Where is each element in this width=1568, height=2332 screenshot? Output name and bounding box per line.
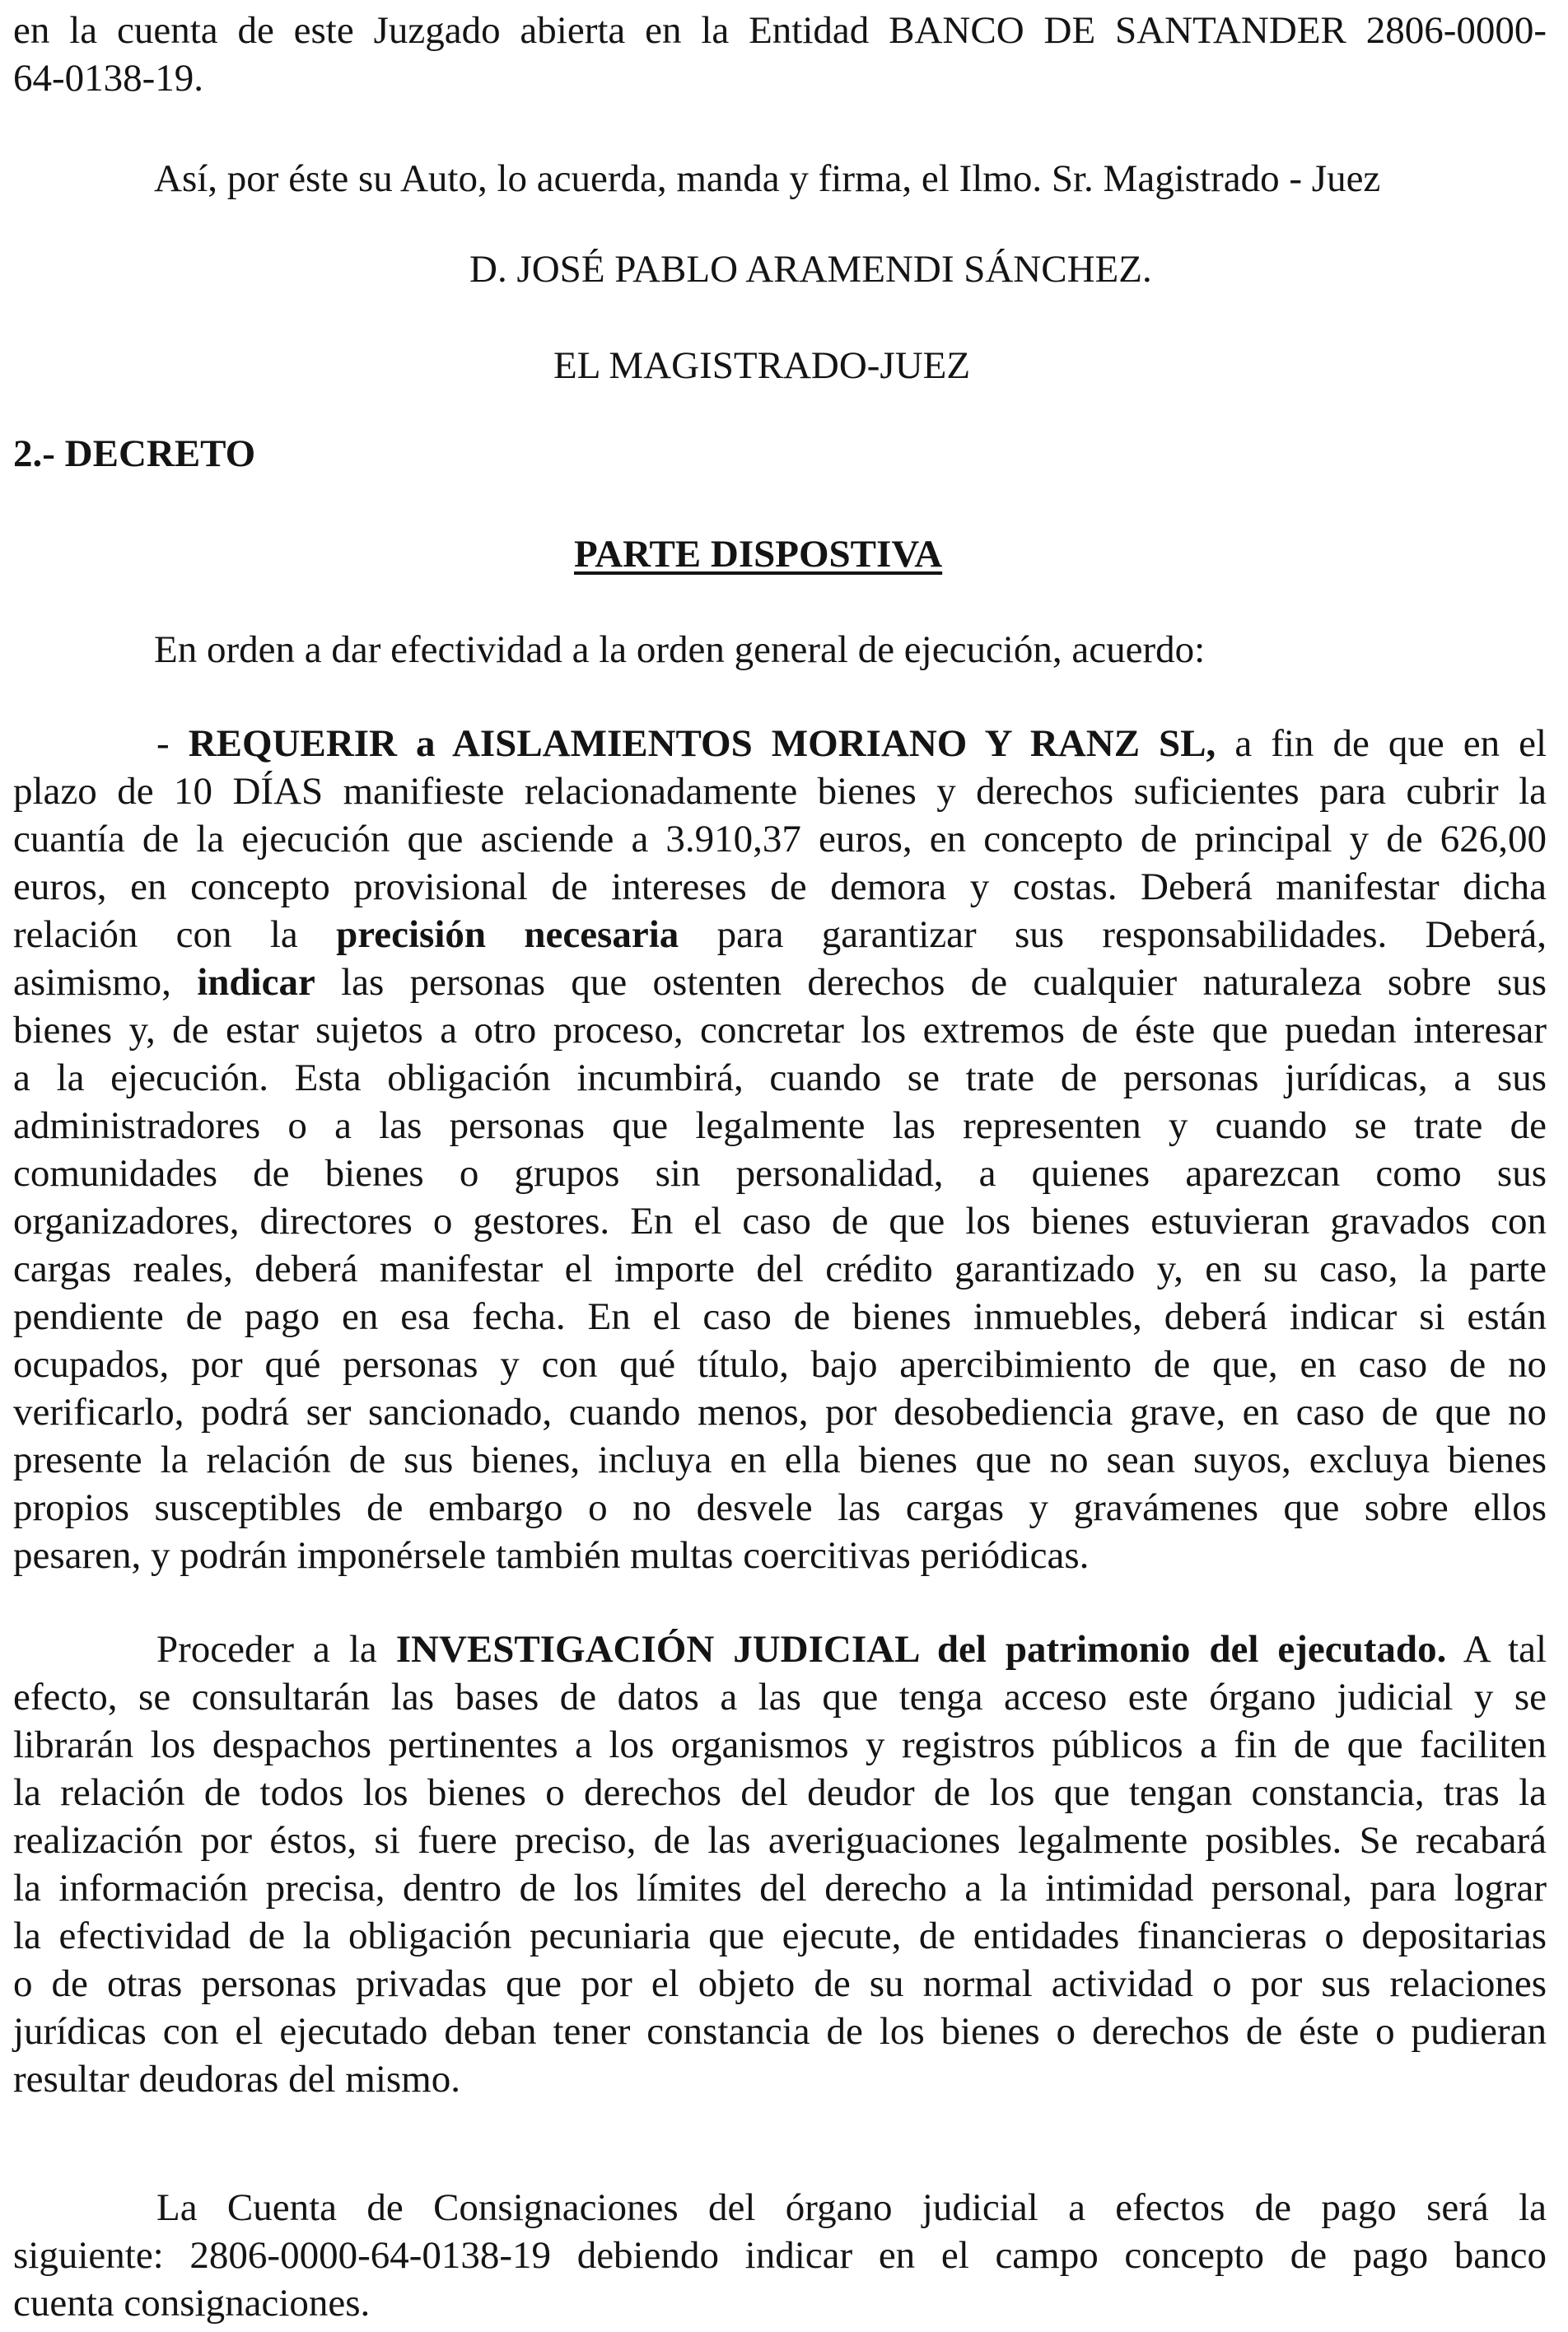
- cuenta-line-3: cuenta consignaciones.: [13, 2282, 371, 2325]
- requerir-line-1: [156, 720, 1547, 767]
- requerir-lead: -: [156, 722, 189, 765]
- decreto-intro: En orden a dar efectividad a la orden general de ejecución, acuerdo:: [154, 628, 1206, 671]
- investigacion-line-8: o de otras personas privadas que por el objeto de su normal actividad o por sus relaciones: [13, 1962, 1547, 2005]
- requerir-line-13: pendiente de pago en esa fecha. En el caso de bienes inmuebles, deberá indicar si están: [13, 1295, 1547, 1338]
- requerir-line-15: verificarlo, podrá ser sancionado, cuando menos, por desobediencia grave, en caso de que no: [13, 1391, 1547, 1434]
- line6-pre: relación con la: [13, 913, 337, 956]
- section-title: PARTE DISPOSTIVA: [574, 533, 943, 576]
- requerir-line-2: plazo de 10 DÍAS manifieste relacionadamente bienes y derechos suficientes para cubrir la: [13, 770, 1547, 813]
- investigacion-line-5: realización por éstos, si fuere preciso, de las averiguaciones legalmente posibles. Se recabará: [13, 1819, 1547, 1862]
- requerir-line-8: a la ejecución. Esta obligación incumbirá, cuando se trate de personas jurídicas, a sus: [13, 1056, 1547, 1099]
- investigacion-post: A tal: [1446, 1628, 1547, 1671]
- cuenta-line-2: siguiente: 2806-0000-64-0138-19 debiendo indicar en el campo concepto de pago banco: [13, 2234, 1547, 2277]
- requerir-line-9: administradores o a las personas que legalmente las representen y cuando se trate de: [13, 1104, 1547, 1147]
- judge-name: D. JOSÉ PABLO ARAMENDI SÁNCHEZ.: [469, 248, 1152, 291]
- intro-line-2: 64-0138-19.: [13, 57, 204, 100]
- requerir-line-17: propios susceptibles de embargo o no desvele las cargas y gravámenes que sobre ellos: [13, 1486, 1547, 1529]
- requerir-line-14: ocupados, por qué personas y con qué título, bajo apercibimiento de que, en caso de no: [13, 1343, 1547, 1386]
- investigacion-line-7: la efectividad de la obligación pecuniaria que ejecute, de entidades financieras o depositarias: [13, 1915, 1547, 1957]
- line6-post: para garantizar sus responsabilidades. Deberá,: [679, 913, 1547, 956]
- requerir-line-3: cuantía de la ejecución que asciende a 3.910,37 euros, en concepto de principal y de 626,00: [13, 818, 1547, 861]
- investigacion-line-1: [156, 1625, 1547, 1673]
- requerir-line-7: bienes y, de estar sujetos a otro proceso, concretar los extremos de éste que puedan interesar: [13, 1009, 1547, 1052]
- requerir-line-4: euros, en concepto provisional de intereses de demora y costas. Deberá manifestar dicha: [13, 865, 1547, 908]
- requerir-line-11: organizadores, directores o gestores. En el caso de que los bienes estuvieran gravados con: [13, 1200, 1547, 1243]
- requerir-line-6: [13, 958, 1547, 1006]
- requerir-line-18: pesaren, y podrán imponérsele también multas coercitivas periódicas.: [13, 1534, 1090, 1577]
- judge-title: EL MAGISTRADO-JUEZ: [553, 344, 971, 387]
- line6-bold: precisión necesaria: [336, 913, 679, 956]
- line7-bold: indicar: [197, 961, 315, 1004]
- requerir-bold-lead: REQUERIR a AISLAMIENTOS MORIANO Y RANZ SL,: [188, 722, 1216, 765]
- investigacion-line-2: efecto, se consultarán las bases de datos a las que tenga acceso este órgano judicial y se: [13, 1676, 1547, 1719]
- decreto-heading: 2.- DECRETO: [13, 432, 256, 475]
- requerir-line-10: comunidades de bienes o grupos sin personalidad, a quienes aparezcan como sus: [13, 1152, 1547, 1195]
- auto-sentence: Así, por éste su Auto, lo acuerda, manda y firma, el Ilmo. Sr. Magistrado - Juez: [154, 157, 1381, 200]
- requerir-line-16: presente la relación de sus bienes, incluya en ella bienes que no sean suyos, excluya bienes: [13, 1439, 1547, 1481]
- investigacion-line-9: jurídicas con el ejecutado deban tener constancia de los bienes o derechos de éste o pudieran: [13, 2010, 1547, 2053]
- investigacion-line-3: librarán los despachos pertinentes a los organismos y registros públicos a fin de que faciliten: [13, 1723, 1547, 1766]
- intro-line-1: en la cuenta de este Juzgado abierta en la Entidad BANCO DE SANTANDER 2806-0000-: [13, 9, 1547, 52]
- cuenta-line-1: La Cuenta de Consignaciones del órgano judicial a efectos de pago será la: [156, 2186, 1547, 2229]
- investigacion-pre: Proceder a la: [156, 1628, 396, 1671]
- line7-pre: asimismo,: [13, 961, 198, 1004]
- requerir-line-5: [13, 911, 1547, 958]
- investigacion-line-4: la relación de todos los bienes o derechos del deudor de los que tengan constancia, tras la: [13, 1771, 1547, 1814]
- investigacion-line-10: resultar deudoras del mismo.: [13, 2058, 460, 2101]
- line7-post: las personas que ostenten derechos de cualquier naturaleza sobre sus: [315, 961, 1547, 1004]
- requerir-after-lead: a fin de que en el: [1216, 722, 1547, 765]
- investigacion-line-6: la información precisa, dentro de los límites del derecho a la intimidad personal, para lograr: [13, 1867, 1547, 1910]
- requerir-line-12: cargas reales, deberá manifestar el importe del crédito garantizado y, en su caso, la parte: [13, 1248, 1547, 1290]
- investigacion-bold: INVESTIGACIÓN JUDICIAL del patrimonio del ejecutado.: [395, 1628, 1447, 1671]
